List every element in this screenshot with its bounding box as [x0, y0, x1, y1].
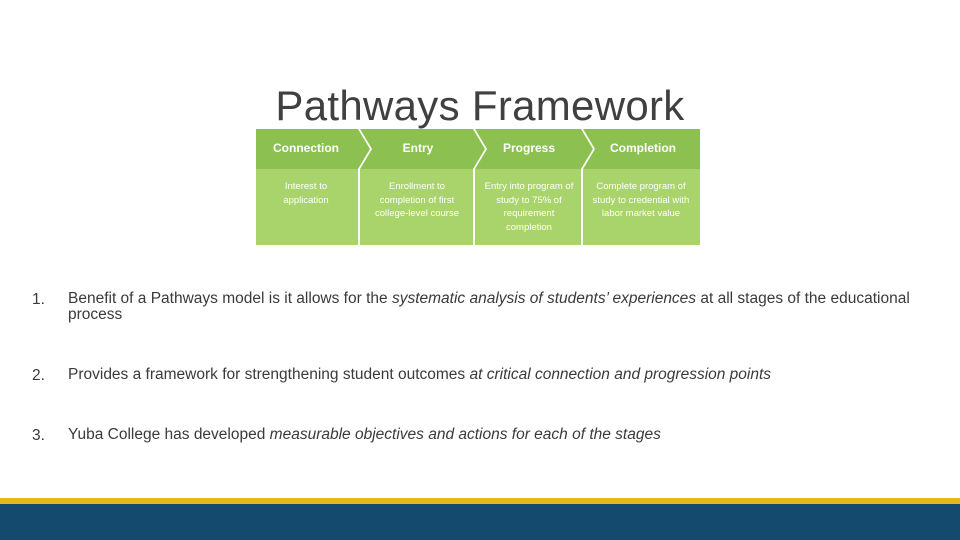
footer-bar	[0, 504, 960, 540]
stage-description-completion: Complete program of study to credential with labor market value	[592, 181, 690, 219]
stage-label-entry: Entry	[402, 141, 434, 155]
stage-label-progress: Progress	[502, 141, 556, 155]
text-plain: at all stages of the educational process	[68, 290, 910, 323]
slide-title: Pathways Framework	[275, 82, 685, 129]
text-plain: Yuba College has developed	[68, 426, 270, 443]
list-number: 1.	[32, 291, 45, 308]
stage-label-completion: Completion	[610, 141, 676, 155]
text-emphasis: measurable objectives and actions for each of the stages	[269, 426, 661, 443]
list-number: 2.	[32, 367, 45, 384]
list-text	[68, 291, 938, 323]
list-text	[68, 367, 938, 383]
text-plain: Provides a framework for strengthening student outcomes	[68, 366, 470, 383]
text-plain: Benefit of a Pathways model is it allows for the	[68, 290, 392, 307]
stage-description-connection: Interest to application	[283, 181, 329, 206]
text-emphasis: systematic analysis of students’ experiences	[391, 290, 697, 307]
stage-description-progress: Entry into program of study to 75% of requirement completion	[484, 181, 574, 233]
text-emphasis: at critical connection and progression points	[469, 366, 772, 383]
list-number: 3.	[32, 427, 45, 444]
list-text	[68, 427, 938, 443]
pathways-framework-diagram	[256, 129, 700, 245]
stage-label-connection: Connection	[273, 141, 339, 155]
stage-description-entry: Enrollment to completion of first college-level course	[375, 181, 459, 219]
